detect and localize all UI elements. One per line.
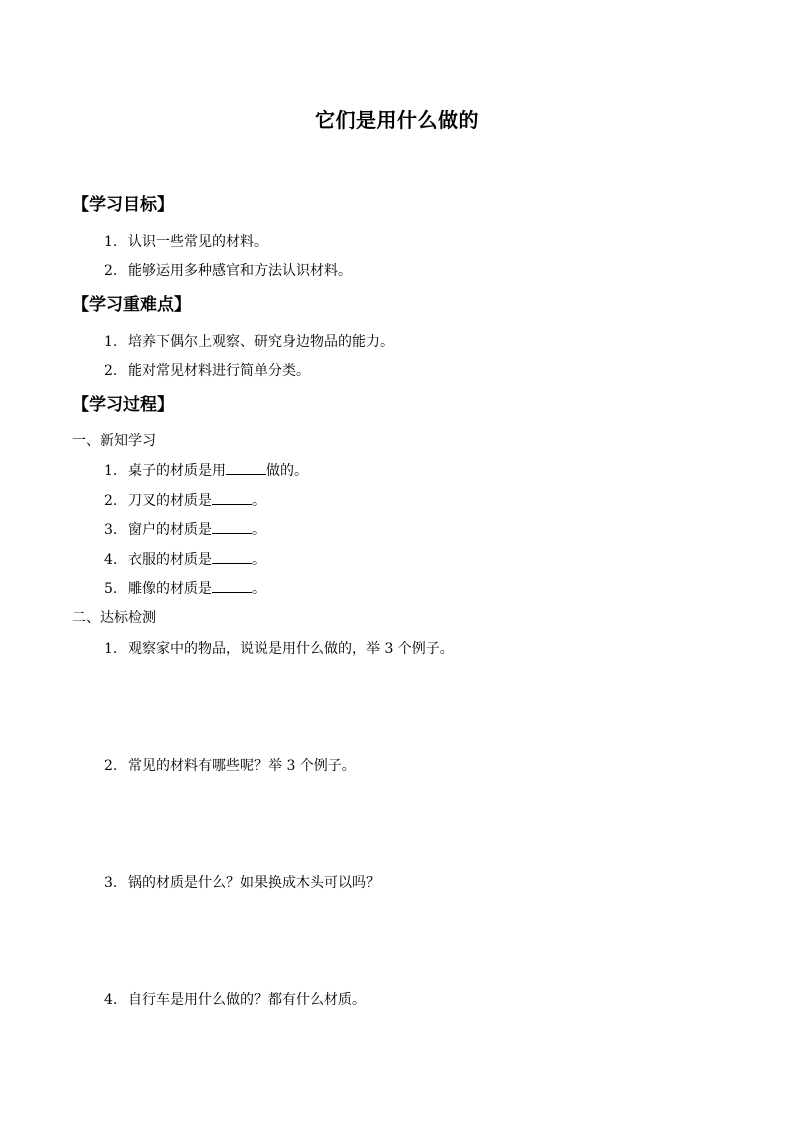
item-number: 4. — [104, 552, 118, 568]
item-number: 3. — [104, 875, 118, 891]
section-heading-keypoints: 【学习重难点】 — [72, 295, 191, 315]
item-text: 锅的材质是什么？如果换成木头可以吗？ — [128, 875, 380, 891]
item-text-after: 。 — [252, 581, 266, 597]
section-heading-goals: 【学习目标】 — [72, 195, 174, 215]
fill-item-3 — [104, 519, 266, 539]
keypoint-item-2 — [104, 360, 310, 380]
fill-blank[interactable] — [212, 491, 252, 505]
item-text: 观察家中的物品，说说是用什么做的，举 3 个例子。 — [128, 641, 454, 657]
item-text: 能对常见材料进行简单分类。 — [128, 363, 310, 379]
item-text-before: 衣服的材质是 — [128, 552, 212, 568]
question-item-3 — [104, 872, 380, 892]
question-item-4 — [104, 989, 366, 1009]
keypoint-item-1 — [104, 331, 394, 351]
item-text-after: 。 — [252, 522, 266, 538]
item-number: 1. — [104, 641, 118, 657]
fill-item-2 — [104, 490, 266, 510]
item-number: 1. — [104, 463, 118, 479]
fill-item-1 — [104, 460, 308, 480]
subsection-title-assessment: 二、达标检测 — [72, 610, 156, 626]
item-number: 2. — [104, 263, 118, 279]
item-text: 培养下偶尔上观察、研究身边物品的能力。 — [128, 334, 394, 350]
item-number: 2. — [104, 493, 118, 509]
item-text-after: 。 — [252, 552, 266, 568]
section-heading-process: 【学习过程】 — [72, 395, 174, 415]
item-text: 认识一些常见的材料。 — [128, 234, 268, 250]
item-number: 2. — [104, 363, 118, 379]
page-title: 它们是用什么做的 — [315, 108, 479, 132]
fill-blank[interactable] — [226, 461, 266, 475]
item-text: 能够运用多种感官和方法认识材料。 — [128, 263, 352, 279]
fill-blank[interactable] — [212, 550, 252, 564]
item-number: 1. — [104, 234, 118, 250]
goal-item-2 — [104, 260, 352, 280]
item-text: 自行车是用什么做的？都有什么材质。 — [128, 992, 366, 1008]
fill-item-5 — [104, 578, 266, 598]
item-text-before: 窗户的材质是 — [128, 522, 212, 538]
item-number: 2. — [104, 758, 118, 774]
item-number: 1. — [104, 334, 118, 350]
question-item-2 — [104, 755, 356, 775]
question-item-1 — [104, 638, 454, 658]
item-text: 常见的材料有哪些呢？举 3 个例子。 — [128, 758, 356, 774]
fill-blank[interactable] — [212, 579, 252, 593]
item-text-after: 。 — [252, 493, 266, 509]
item-text-before: 雕像的材质是 — [128, 581, 212, 597]
item-text-before: 桌子的材质是用 — [128, 463, 226, 479]
fill-item-4 — [104, 549, 266, 569]
subsection-title-new-knowledge: 一、新知学习 — [72, 433, 156, 449]
item-text-after: 做的。 — [266, 463, 308, 479]
goal-item-1 — [104, 231, 268, 251]
item-number: 5. — [104, 581, 118, 597]
fill-blank[interactable] — [212, 520, 252, 534]
item-number: 4. — [104, 992, 118, 1008]
item-text-before: 刀叉的材质是 — [128, 493, 212, 509]
item-number: 3. — [104, 522, 118, 538]
